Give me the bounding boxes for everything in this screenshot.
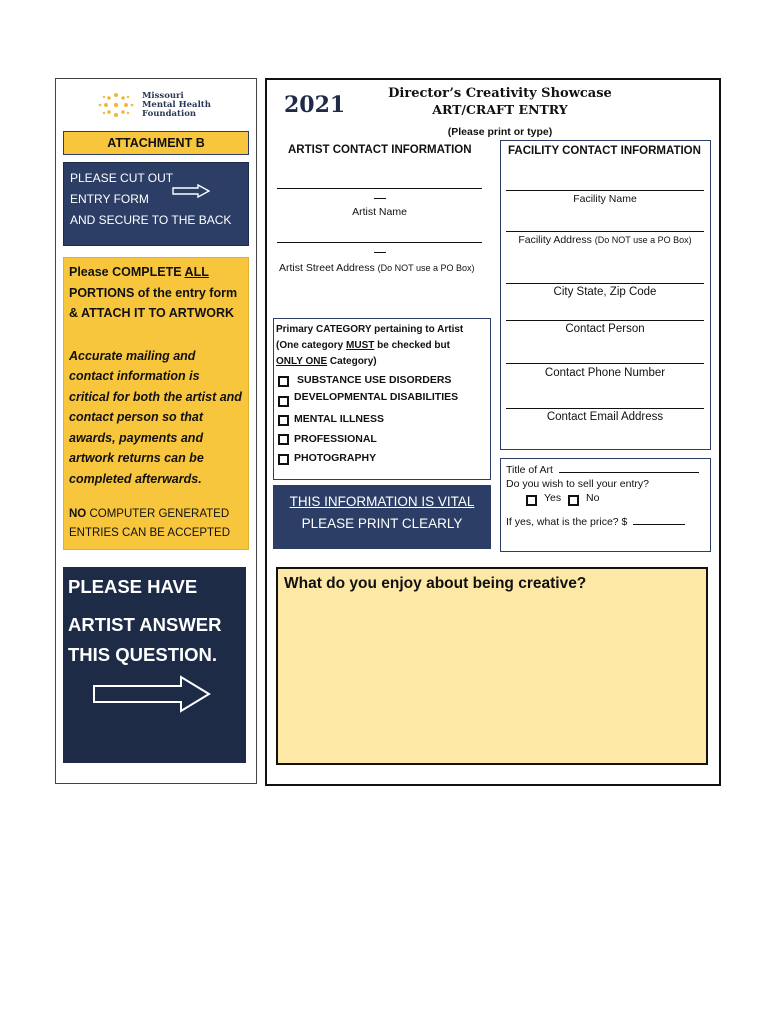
artist-street-field-extension: [374, 252, 386, 253]
complete-line-2: PORTIONS of the entry form: [69, 285, 238, 300]
checkbox-sell-no[interactable]: [568, 495, 579, 506]
checkbox-mental-illness[interactable]: [278, 415, 289, 426]
computer-generated-note: NO COMPUTER GENERATED ENTRIES CAN BE ACCEPTED: [69, 508, 231, 539]
sunburst-logo-icon: [96, 90, 136, 120]
accuracy-note: Accurate mailing and contact information is critical for both the artist and contact person so that awards, payments and artwork returns can be completed afterwards.: [69, 348, 242, 486]
price-row: If yes, what is the price? $: [506, 515, 705, 529]
complete-line-1: Please COMPLETE ALL: [69, 265, 209, 279]
cut-line-1: PLEASE CUT OUT: [70, 171, 174, 185]
category-photography-label: PHOTOGRAPHY: [294, 452, 377, 464]
checkbox-sell-yes[interactable]: [526, 495, 537, 506]
city-state-zip-label: City State, Zip Code: [553, 286, 657, 298]
cut-line-3: AND SECURE TO THE BACK: [70, 213, 232, 227]
contact-person-field[interactable]: [506, 320, 704, 321]
creativity-question-box[interactable]: [276, 567, 708, 765]
answer-question-prompt: PLEASE HAVE ARTIST ANSWER THIS QUESTION.: [63, 567, 246, 763]
complete-instructions: [63, 257, 249, 550]
right-arrow-icon: [93, 675, 211, 713]
contact-phone-label: Contact Phone Number: [544, 367, 666, 379]
vital-information-notice: THIS INFORMATION IS VITAL PLEASE PRINT CLEARLY: [273, 485, 491, 549]
city-state-zip-field[interactable]: [506, 283, 704, 284]
form-year: 2021: [284, 92, 346, 118]
category-developmental-disabilities-label: DEVELOPMENTAL DISABILITIES: [294, 391, 459, 403]
contact-email-label: Contact Email Address: [546, 411, 664, 423]
artwork-sale-box: [500, 458, 711, 552]
logo-text: Missouri Mental Health Foundation: [142, 91, 211, 119]
print-note: (Please print or type): [447, 126, 553, 138]
cut-out-instructions: [63, 162, 249, 246]
sell-question: Do you wish to sell your entry?: [506, 478, 649, 490]
cut-line-2: ENTRY FORM: [70, 192, 149, 206]
facility-address-label: Facility Address (Do NOT use a PO Box): [518, 234, 692, 246]
checkbox-professional[interactable]: [278, 434, 289, 445]
creativity-question: What do you enjoy about being creative?: [284, 575, 587, 592]
right-arrow-icon: [172, 184, 210, 198]
artist-name-field[interactable]: [277, 188, 482, 189]
entry-title: ART/CRAFT ENTRY: [432, 102, 568, 117]
complete-line-3: & ATTACH IT TO ARTWORK: [69, 306, 235, 320]
title-of-art-row: Title of Art: [506, 463, 705, 477]
category-mental-illness-label: MENTAL ILLNESS: [294, 413, 385, 425]
facility-address-field[interactable]: [506, 231, 704, 232]
artist-street-label: Artist Street Address (Do NOT use a PO Box): [279, 262, 475, 274]
artist-name-field-extension: [374, 198, 386, 199]
facility-name-label: Facility Name: [573, 193, 637, 205]
sell-no-label: No: [586, 492, 600, 504]
category-professional-label: PROFESSIONAL: [294, 433, 377, 445]
showcase-title: Director’s Creativity Showcase: [388, 86, 612, 101]
checkbox-substance-use[interactable]: [278, 376, 289, 387]
contact-email-field[interactable]: [506, 408, 704, 409]
contact-phone-field[interactable]: [506, 363, 704, 364]
contact-person-label: Contact Person: [565, 323, 645, 335]
facility-contact-heading: FACILITY CONTACT INFORMATION: [508, 145, 701, 157]
sell-options: [506, 491, 705, 511]
category-instructions: Primary CATEGORY pertaining to Artist (One category MUST be checked but ONLY ONE Category): [276, 324, 464, 367]
attachment-label: ATTACHMENT B: [63, 131, 249, 155]
checkbox-developmental-disabilities[interactable]: [278, 396, 289, 407]
artist-street-field[interactable]: [277, 242, 482, 243]
artist-contact-heading: ARTIST CONTACT INFORMATION: [288, 144, 472, 156]
price-field[interactable]: [633, 524, 685, 525]
artist-name-label: Artist Name: [352, 206, 407, 218]
category-substance-use-label: SUBSTANCE USE DISORDERS: [297, 374, 452, 386]
foundation-logo: [96, 90, 231, 122]
title-of-art-field[interactable]: [559, 472, 699, 473]
facility-name-field[interactable]: [506, 190, 704, 191]
sell-yes-label: Yes: [544, 492, 562, 504]
checkbox-photography[interactable]: [278, 454, 289, 465]
